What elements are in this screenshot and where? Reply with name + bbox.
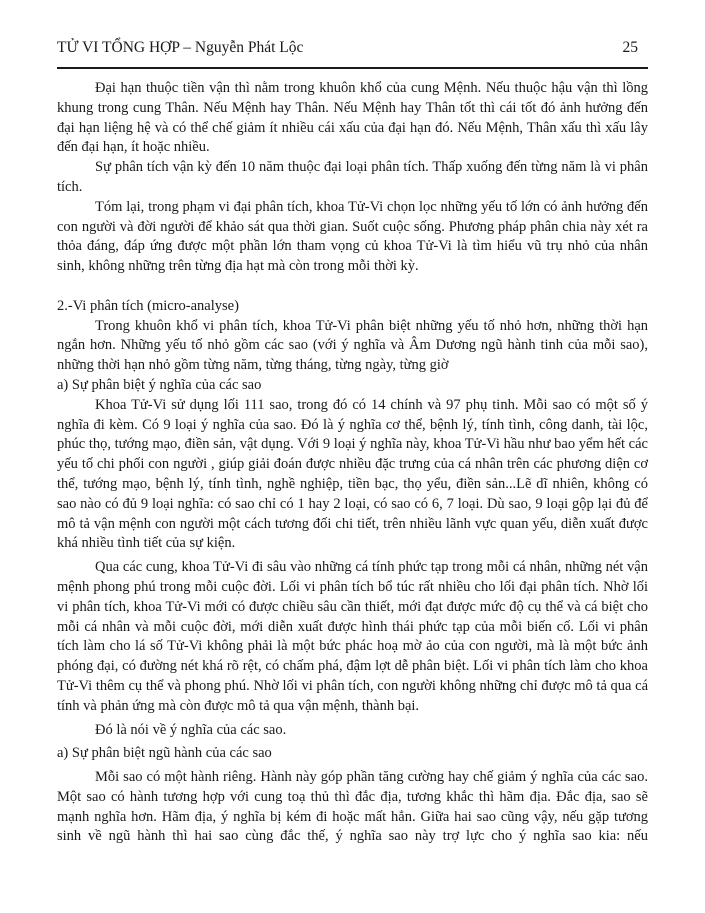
paragraph-trong-khuon-kho: Trong khuôn khổ vi phân tích, khoa Tử-Vi phân biệt những yếu tố nhỏ hơn, những thời hạn ngắn hơn. Những yếu tố nhỏ gồm các sao (với ý nghĩa và Âm Dương ngũ hành tinh của mỗi sao), những thời hạn nhỏ gồm từng năm, từng tháng, từng ngày, từng giờ	[57, 317, 648, 374]
paragraph-tom-lai: Tóm lại, trong phạm vi đại phân tích, khoa Tử-Vi chọn lọc những yếu tố lớn có ảnh hưởng đến con người và đời người để khảo sát qua thời gian. Suốt cuộc sống. Phương pháp phân chia này xét ra thỏa đáng, đáp ứng được một phần lớn tham vọng củ khoa Tử-Vi là tìm hiểu vũ trụ nhỏ của nhân sinh, không những trên từng địa hạt mà còn trong mỗi thời kỳ.	[57, 198, 648, 275]
section-heading-vi-phan-tich: 2.-Vi phân tích (micro-analyse)	[57, 297, 239, 314]
page-content	[57, 38, 648, 847]
page-header	[57, 38, 648, 58]
subsection-heading-y-nghia: a) Sự phân biệt ý nghĩa của các sao	[57, 376, 262, 393]
paragraph-su-phan-tich: Sự phân tích vận kỳ đến 10 năm thuộc đại loại phân tích. Thấp xuống đến từng năm là vi phân tích.	[57, 159, 648, 195]
paragraph-dai-han: Đại hạn thuộc tiền vận thì nằm trong khuôn khổ của cung Mệnh. Nếu thuộc hậu vận thì lồng khung trong cung Thân. Nếu Mệnh hay Thân. Nếu Mệnh hay Thân tốt thì cái tốt đó ảnh hưởng đến đại hạn liệng hệ và có thể chế giảm ít nhiều cái xấu của đại hạn đó. Nếu Mệnh, Thân xấu thì xấu lây đến đại hạn, ít hoặc nhiều.	[57, 80, 648, 156]
paragraph-moi-sao-co-mot-hanh: Mỗi sao có một hành riêng. Hành này góp phần tăng cường hay chế giảm ý nghĩa của các sao. Một sao có hành tương hợp với cung toạ thủ thì đắc địa, tương khắc thì hãm địa. Đắc địa, sao sẽ mạnh nghĩa hơn. Hãm địa, ý nghĩa bị kém đi hoặc mất hẳn. Giữa hai sao cũng vậy, nếu gặp tương sinh về ngũ hành thì hai sao cùng đắc thế, ý nghĩa sao này trợ lực cho ý nghĩa sao kia: nếu	[57, 769, 648, 845]
running-title: TỬ VI TỔNG HỢP – Nguyễn Phát Lộc	[57, 39, 304, 56]
subsection-heading-ngu-hanh: a) Sự phân biệt ngũ hành của các sao	[57, 745, 272, 762]
paragraph-do-la-noi-ve: Đó là nói về ý nghĩa của các sao.	[95, 721, 287, 738]
body-text	[57, 79, 648, 847]
paragraph-khoa-tu-vi-111-sao: Khoa Tử-Vi sử dụng lối 111 sao, trong đó có 14 chính và 97 phụ tinh. Mỗi sao có một số ý nghĩa đi kèm. Có 9 loại ý nghĩa của sao. Đó là ý nghĩa cơ thể, bệnh lý, tính tình, công danh, tài lộc, phúc thọ, tướng mạo, điền sản, vật dụng. Với 9 loại ý nghĩa này, khoa Tử-Vi hầu như bao yểm hết các yếu tố chi phối con người , giúp giải đoán được nhiều đặc trưng của cá nhân trên các phương diện cơ thể, tướng mạo, bệnh lý, tính tình, nghề nghiệp, tiền bạc, thọ yểu, điền sản...Lẽ dĩ nhiên, không có sao nào có đủ 9 loại nghĩa: có sao chỉ có 1 hay 2 loại, có sao có 6, 7 loại. Dù sao, 9 loại gộp lại đủ để mô tả vận mệnh con người một cách tương đối chi tiết, trên nhiều lãnh vực quan yếu, diễn xuất được khá nhiều tình tiết của sự kiện.	[57, 396, 648, 552]
header-rule	[57, 67, 648, 69]
page-number: 25	[622, 39, 638, 56]
paragraph-qua-cac-cung: Qua các cung, khoa Tử-Vi đi sâu vào những cá tính phức tạp trong mỗi cá nhân, những nét vận mệnh phong phú trong mỗi cuộc đời. Lối vi phân tích bổ túc rất nhiều cho lối đại phân tích. Nhờ lối vi phân tích, khoa Tử-Vi mới có được chiều sâu cần thiết, mới đạt được mức độ cụ thể và cá biệt cho mỗi cá nhân và mỗi cuộc đời, mới diễn xuất được hình thái phức tạp của mỗi biến cố. Lối vi phân tích làm cho lá số Tử-Vi không phải là một bức phác hoạ mờ ảo của con người, mà là một bức ảnh phóng đại, có đường nét khá rõ rệt, có chấm phá, đậm lợt dễ phân biệt. Lối vi phân tích làm cho khoa Tử-Vi thêm cụ thể và phong phú. Nhờ lối vi phân tích, con người không những chỉ được mô tả qua cá tính và phản ứng mà còn được mô tả qua vận mệnh, thành bại.	[57, 559, 648, 714]
